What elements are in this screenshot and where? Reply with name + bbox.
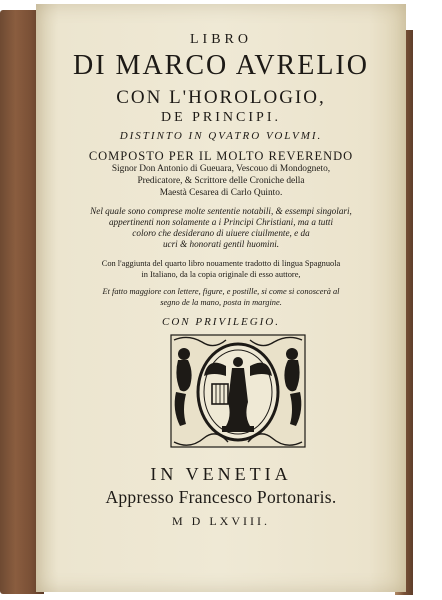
description-line-4: ucri & honorati gentil huomini. bbox=[162, 239, 280, 249]
enlarged-line-1: Et fatto maggiore con lettere, figure, e postille, si come si conoscerà al bbox=[102, 287, 340, 296]
composed-by-heading: COMPOSTO PER IL MOLTO REVERENDO bbox=[88, 149, 354, 163]
title-libro: LIBRO bbox=[190, 32, 252, 47]
title-page bbox=[36, 4, 406, 592]
description-line-1: Nel quale sono comprese molte sententie notabili, & essempi singolari, bbox=[90, 206, 352, 216]
author-patron-line: Maestà Cesarea di Carlo Quinto. bbox=[159, 188, 283, 198]
addition-line-2: in Italiano, da la copia originale di esso auttore, bbox=[141, 270, 301, 279]
printer-emblem-woodcut bbox=[168, 332, 308, 450]
author-line: Signor Don Antonio di Gueuara, Vescouo di Mondogneto, bbox=[111, 164, 331, 174]
description-line-3: coloro che desiderano di uiuere ciuilmente, e da bbox=[132, 228, 310, 238]
imprint-printer: Appresso Francesco Portonaris. bbox=[105, 487, 337, 507]
privilege-line: CON PRIVILEGIO. bbox=[162, 316, 280, 328]
enlarged-line-2: segno de la mano, posta in margine. bbox=[160, 298, 282, 307]
title-marco-aurelio: DI MARCO AVRELIO bbox=[73, 50, 369, 81]
imprint-place: IN VENETIA bbox=[150, 464, 292, 484]
title-horologio: CON L'HOROLOGIO, bbox=[116, 87, 326, 108]
imprint-date: M D LXVIII. bbox=[172, 514, 270, 528]
author-role-line: Predicatore, & Scrittore delle Croniche della bbox=[137, 176, 305, 186]
addition-line-1: Con l'aggiunta del quarto libro nouamente tradotto di lingua Spagnuola bbox=[101, 259, 341, 268]
title-principi: DE PRINCIPI. bbox=[160, 110, 281, 125]
subtitle-volumes: DISTINTO IN QVATRO VOLVMI. bbox=[119, 130, 323, 142]
description-line-2: appertinenti non solamente a i Principi Christiani, ma a tutti bbox=[108, 217, 334, 227]
